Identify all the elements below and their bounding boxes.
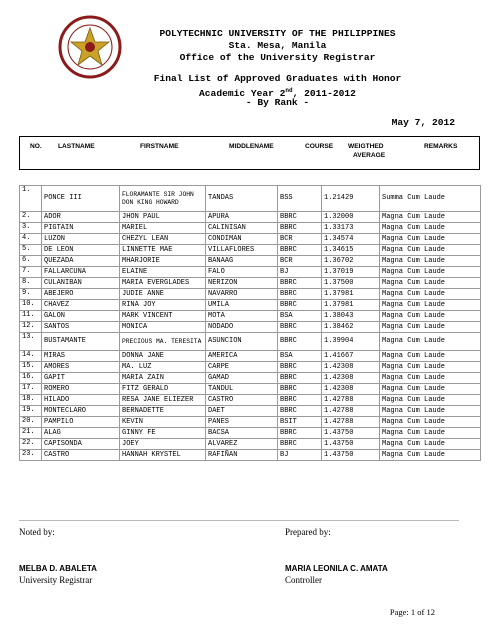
row-firstname: DONNA JANE bbox=[120, 351, 206, 362]
row-weighted-average: 1.21429 bbox=[322, 186, 380, 212]
row-course: BBRC bbox=[278, 384, 322, 395]
row-remarks: Magna Cum Laude bbox=[380, 300, 481, 311]
table-row bbox=[20, 186, 481, 212]
row-course: BBRC bbox=[278, 278, 322, 289]
row-number: 23. bbox=[20, 450, 42, 461]
row-lastname: QUEZADA bbox=[42, 256, 120, 267]
row-course: BBRC bbox=[278, 212, 322, 223]
row-firstname: GINNY FE bbox=[120, 428, 206, 439]
row-number: 8. bbox=[20, 278, 42, 289]
row-lastname: HILADO bbox=[42, 395, 120, 406]
row-course: BBRC bbox=[278, 245, 322, 256]
row-lastname: GAPIT bbox=[42, 373, 120, 384]
table-row bbox=[20, 428, 481, 439]
row-remarks: Magna Cum Laude bbox=[380, 333, 481, 351]
table-row bbox=[20, 373, 481, 384]
col-average: AVERAGE bbox=[353, 152, 386, 159]
row-firstname: JUDIE ANNE bbox=[120, 289, 206, 300]
graduates-table bbox=[19, 185, 481, 461]
row-middlename: APURA bbox=[206, 212, 278, 223]
row-firstname: MARK VINCENT bbox=[120, 311, 206, 322]
row-lastname: ABEJERO bbox=[42, 289, 120, 300]
row-lastname: PIGTAIN bbox=[42, 223, 120, 234]
row-remarks: Magna Cum Laude bbox=[380, 373, 481, 384]
row-firstname: RESA JANE ELIEZER bbox=[120, 395, 206, 406]
row-number: 4. bbox=[20, 234, 42, 245]
row-lastname: CAPISONDA bbox=[42, 439, 120, 450]
row-number: 21. bbox=[20, 428, 42, 439]
table-row bbox=[20, 417, 481, 428]
signature-divider bbox=[19, 520, 459, 521]
row-number: 10. bbox=[20, 300, 42, 311]
row-middlename: CALINISAN bbox=[206, 223, 278, 234]
row-weighted-average: 1.41667 bbox=[322, 351, 380, 362]
row-lastname: BUSTAMANTE bbox=[42, 333, 120, 351]
row-middlename: TANDUL bbox=[206, 384, 278, 395]
table-row bbox=[20, 362, 481, 373]
row-course: BBRC bbox=[278, 373, 322, 384]
row-middlename: CONDIMAN bbox=[206, 234, 278, 245]
row-middlename: DAET bbox=[206, 406, 278, 417]
row-number: 1. bbox=[20, 186, 42, 212]
row-number: 2. bbox=[20, 212, 42, 223]
university-name: POLYTECHNIC UNIVERSITY OF THE PHILIPPINES bbox=[159, 28, 396, 39]
table-row bbox=[20, 234, 481, 245]
row-remarks: Magna Cum Laude bbox=[380, 212, 481, 223]
row-course: BBRC bbox=[278, 289, 322, 300]
row-remarks: Magna Cum Laude bbox=[380, 289, 481, 300]
row-weighted-average: 1.43750 bbox=[322, 450, 380, 461]
col-weighted: WEIGTHED bbox=[348, 143, 384, 150]
row-course: BBRC bbox=[278, 395, 322, 406]
row-remarks: Magna Cum Laude bbox=[380, 351, 481, 362]
row-weighted-average: 1.42308 bbox=[322, 362, 380, 373]
row-remarks: Magna Cum Laude bbox=[380, 450, 481, 461]
table-row bbox=[20, 223, 481, 234]
row-course: BCR bbox=[278, 256, 322, 267]
row-course: BBRC bbox=[278, 333, 322, 351]
noted-by-name: MELBA D. ABALETA bbox=[19, 564, 97, 573]
col-course: COURSE bbox=[305, 143, 334, 150]
row-course: BBRC bbox=[278, 406, 322, 417]
row-course: BBRC bbox=[278, 322, 322, 333]
row-remarks: Magna Cum Laude bbox=[380, 256, 481, 267]
row-weighted-average: 1.42308 bbox=[322, 373, 380, 384]
row-number: 12. bbox=[20, 322, 42, 333]
table-row bbox=[20, 322, 481, 333]
row-lastname: GALON bbox=[42, 311, 120, 322]
row-firstname: ELAINE bbox=[120, 267, 206, 278]
row-lastname: CASTRO bbox=[42, 450, 120, 461]
col-firstname: FIRSTNAME bbox=[140, 143, 179, 150]
table-row bbox=[20, 212, 481, 223]
row-firstname: MHARJORIE bbox=[120, 256, 206, 267]
row-weighted-average: 1.42788 bbox=[322, 395, 380, 406]
row-weighted-average: 1.43750 bbox=[322, 428, 380, 439]
table-row bbox=[20, 333, 481, 351]
column-header bbox=[19, 136, 480, 170]
row-number: 20. bbox=[20, 417, 42, 428]
row-number: 3. bbox=[20, 223, 42, 234]
row-remarks: Magna Cum Laude bbox=[380, 406, 481, 417]
row-firstname: JHON PAUL bbox=[120, 212, 206, 223]
row-course: BBRC bbox=[278, 362, 322, 373]
row-weighted-average: 1.33173 bbox=[322, 223, 380, 234]
row-lastname: LUZON bbox=[42, 234, 120, 245]
academic-year-post: , 2011-2012 bbox=[292, 88, 356, 100]
row-remarks: Summa Cum Laude bbox=[380, 186, 481, 212]
row-lastname: MIRAS bbox=[42, 351, 120, 362]
row-lastname: PAMPILO bbox=[42, 417, 120, 428]
row-weighted-average: 1.39904 bbox=[322, 333, 380, 351]
row-middlename: PANES bbox=[206, 417, 278, 428]
row-firstname: BERNADETTE bbox=[120, 406, 206, 417]
row-number: 11. bbox=[20, 311, 42, 322]
row-middlename: UMILA bbox=[206, 300, 278, 311]
row-middlename: ALVAREZ bbox=[206, 439, 278, 450]
document-date: May 7, 2012 bbox=[391, 117, 455, 128]
row-number: 9. bbox=[20, 289, 42, 300]
row-weighted-average: 1.38462 bbox=[322, 322, 380, 333]
university-address: Sta. Mesa, Manila bbox=[228, 40, 327, 51]
row-middlename: NAVARRO bbox=[206, 289, 278, 300]
table-row bbox=[20, 384, 481, 395]
row-lastname: PONCE III bbox=[42, 186, 120, 212]
row-remarks: Magna Cum Laude bbox=[380, 278, 481, 289]
row-middlename: BACSA bbox=[206, 428, 278, 439]
noted-by-label: Noted by: bbox=[19, 527, 55, 537]
row-number: 16. bbox=[20, 373, 42, 384]
row-weighted-average: 1.37019 bbox=[322, 267, 380, 278]
row-lastname: ALAG bbox=[42, 428, 120, 439]
row-middlename: TANDAS bbox=[206, 186, 278, 212]
row-remarks: Magna Cum Laude bbox=[380, 428, 481, 439]
row-middlename: NODADO bbox=[206, 322, 278, 333]
table-row bbox=[20, 278, 481, 289]
row-lastname: FALLARCUNA bbox=[42, 267, 120, 278]
col-middlename: MIDDLENAME bbox=[229, 143, 274, 150]
row-remarks: Magna Cum Laude bbox=[380, 267, 481, 278]
table-row bbox=[20, 300, 481, 311]
row-firstname: PRECIOUS MA. TERESITA bbox=[120, 333, 206, 351]
row-firstname: MARIA ZAIN bbox=[120, 373, 206, 384]
row-firstname: RINA JOY bbox=[120, 300, 206, 311]
row-course: BSA bbox=[278, 351, 322, 362]
row-number: 22. bbox=[20, 439, 42, 450]
row-middlename: NERIZON bbox=[206, 278, 278, 289]
row-weighted-average: 1.42788 bbox=[322, 417, 380, 428]
academic-year-sup: nd bbox=[285, 87, 293, 94]
row-remarks: Magna Cum Laude bbox=[380, 311, 481, 322]
row-firstname: LINNETTE MAE bbox=[120, 245, 206, 256]
rank-note: - By Rank - bbox=[245, 97, 310, 108]
table-row bbox=[20, 311, 481, 322]
row-remarks: Magna Cum Laude bbox=[380, 223, 481, 234]
table-row bbox=[20, 439, 481, 450]
col-remarks: REMARKS bbox=[424, 143, 458, 150]
row-course: BBRC bbox=[278, 439, 322, 450]
row-course: BBRC bbox=[278, 223, 322, 234]
row-weighted-average: 1.37981 bbox=[322, 300, 380, 311]
row-course: BSA bbox=[278, 311, 322, 322]
row-remarks: Magna Cum Laude bbox=[380, 384, 481, 395]
row-lastname: SANTOS bbox=[42, 322, 120, 333]
row-weighted-average: 1.32000 bbox=[322, 212, 380, 223]
row-middlename: VILLAFLORES bbox=[206, 245, 278, 256]
page-number: Page: 1 of 12 bbox=[389, 607, 435, 617]
row-number: 13. bbox=[20, 333, 42, 351]
row-weighted-average: 1.43750 bbox=[322, 439, 380, 450]
row-course: BSS bbox=[278, 186, 322, 212]
row-firstname: MONICA bbox=[120, 322, 206, 333]
row-firstname: MARIA EVERGLADES bbox=[120, 278, 206, 289]
row-firstname: HANNAH KRYSTEL bbox=[120, 450, 206, 461]
row-lastname: MONTECLARO bbox=[42, 406, 120, 417]
row-weighted-average: 1.34615 bbox=[322, 245, 380, 256]
row-middlename: BANAAG bbox=[206, 256, 278, 267]
table-row bbox=[20, 289, 481, 300]
row-lastname: DE LEON bbox=[42, 245, 120, 256]
row-middlename: RAFIÑAN bbox=[206, 450, 278, 461]
row-lastname: CULANIBAN bbox=[42, 278, 120, 289]
row-number: 5. bbox=[20, 245, 42, 256]
list-title: Final List of Approved Graduates with Honor bbox=[153, 73, 402, 84]
row-course: BSIT bbox=[278, 417, 322, 428]
row-weighted-average: 1.38043 bbox=[322, 311, 380, 322]
row-lastname: CHAVEZ bbox=[42, 300, 120, 311]
row-firstname: FITZ GERALD bbox=[120, 384, 206, 395]
row-remarks: Magna Cum Laude bbox=[380, 322, 481, 333]
row-middlename: CASTRO bbox=[206, 395, 278, 406]
row-remarks: Magna Cum Laude bbox=[380, 417, 481, 428]
row-number: 19. bbox=[20, 406, 42, 417]
row-middlename: MOTA bbox=[206, 311, 278, 322]
prepared-by-label: Prepared by: bbox=[285, 527, 331, 537]
table-row bbox=[20, 267, 481, 278]
col-no: NO. bbox=[30, 143, 42, 150]
academic-year-pre: Academic Year 2 bbox=[199, 88, 286, 100]
row-remarks: Magna Cum Laude bbox=[380, 439, 481, 450]
row-course: BJ bbox=[278, 450, 322, 461]
row-number: 17. bbox=[20, 384, 42, 395]
row-remarks: Magna Cum Laude bbox=[380, 395, 481, 406]
row-course: BJ bbox=[278, 267, 322, 278]
row-middlename: CARPE bbox=[206, 362, 278, 373]
table-row bbox=[20, 351, 481, 362]
row-firstname: FLORAMANTE SIR JOHN DON KING HOWARD bbox=[120, 186, 206, 212]
prepared-by-name: MARIA LEONILA C. AMATA bbox=[285, 564, 388, 573]
row-middlename: AMERICA bbox=[206, 351, 278, 362]
table-row bbox=[20, 450, 481, 461]
row-number: 18. bbox=[20, 395, 42, 406]
row-number: 14. bbox=[20, 351, 42, 362]
col-lastname: LASTNAME bbox=[58, 143, 95, 150]
row-remarks: Magna Cum Laude bbox=[380, 245, 481, 256]
row-number: 15. bbox=[20, 362, 42, 373]
table-row bbox=[20, 245, 481, 256]
row-course: BBRC bbox=[278, 428, 322, 439]
row-weighted-average: 1.37981 bbox=[322, 289, 380, 300]
row-remarks: Magna Cum Laude bbox=[380, 234, 481, 245]
noted-by-title: University Registrar bbox=[19, 575, 93, 585]
row-lastname: ROMERO bbox=[42, 384, 120, 395]
row-middlename: GAMAD bbox=[206, 373, 278, 384]
row-weighted-average: 1.34574 bbox=[322, 234, 380, 245]
row-lastname: ADOR bbox=[42, 212, 120, 223]
row-course: BCR bbox=[278, 234, 322, 245]
table-row bbox=[20, 395, 481, 406]
row-middlename: FALO bbox=[206, 267, 278, 278]
table-row bbox=[20, 406, 481, 417]
row-weighted-average: 1.42788 bbox=[322, 406, 380, 417]
table-row bbox=[20, 256, 481, 267]
office-name: Office of the University Registrar bbox=[179, 52, 376, 63]
graduates-table-body bbox=[20, 186, 481, 461]
row-number: 6. bbox=[20, 256, 42, 267]
row-firstname: MA. LUZ bbox=[120, 362, 206, 373]
row-lastname: AMORES bbox=[42, 362, 120, 373]
row-course: BBRC bbox=[278, 300, 322, 311]
prepared-by-title: Controller bbox=[285, 575, 322, 585]
row-weighted-average: 1.42308 bbox=[322, 384, 380, 395]
row-firstname: CHEZYL LEAN bbox=[120, 234, 206, 245]
row-number: 7. bbox=[20, 267, 42, 278]
row-remarks: Magna Cum Laude bbox=[380, 362, 481, 373]
row-weighted-average: 1.37500 bbox=[322, 278, 380, 289]
row-middlename: ASUNCION bbox=[206, 333, 278, 351]
row-firstname: JOEY bbox=[120, 439, 206, 450]
row-firstname: KEVIN bbox=[120, 417, 206, 428]
row-firstname: MARIEL bbox=[120, 223, 206, 234]
row-weighted-average: 1.36702 bbox=[322, 256, 380, 267]
